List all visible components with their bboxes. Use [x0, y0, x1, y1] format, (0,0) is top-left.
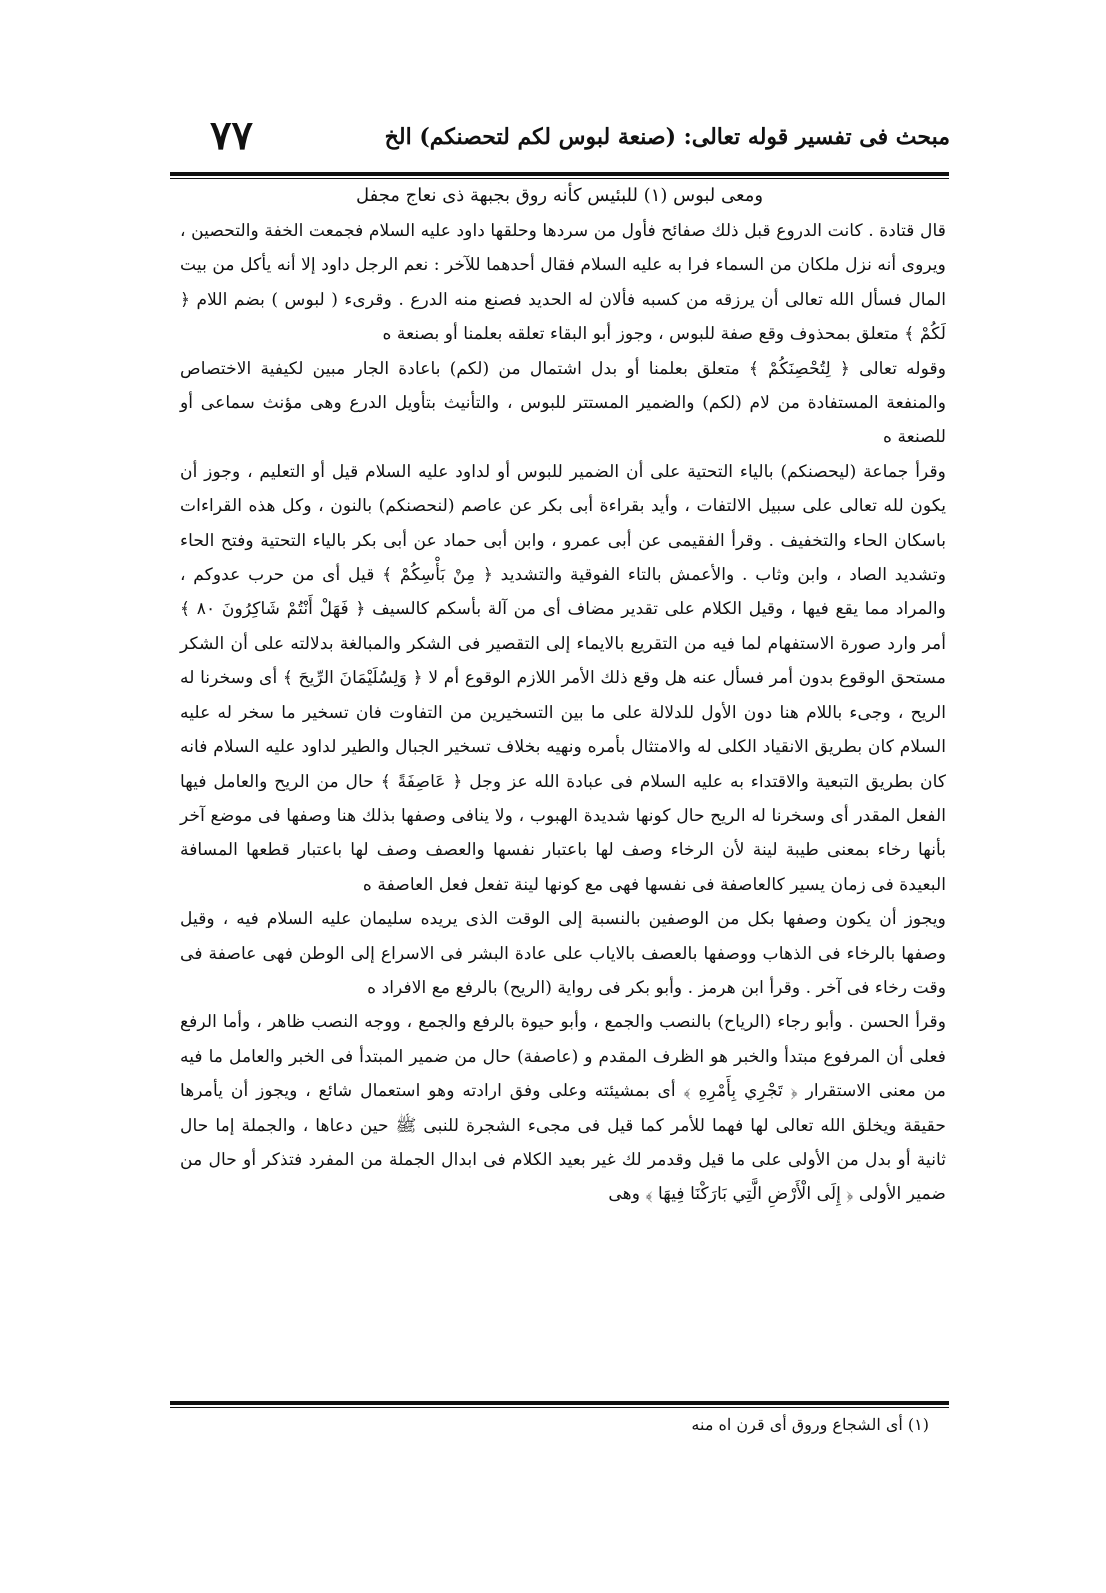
paragraph: ويجوز أن يكون وصفها بكل من الوصفين بالنسبة إلى الوقت الذى يريده سليمان عليه السلام فيه ، وقيل وصفها بالرخاء فى الذهاب ووصفها بالعصف بالاياب على عادة البشر فى الاسراع إلى الوطن فهى عاصفة فى وقت رخاء فى آخر . وقرأ ابن هرمز . وأبو بكر فى رواية (الريح) بالرفع مع الافراد ه	[180, 909, 946, 998]
page-header	[170, 112, 950, 170]
paragraph: وقوله تعالى ﴿ لِتُحْصِنَكُمْ ﴾ متعلق بعلمنا أو بدل اشتمال من (لكم) باعادة الجار مبين لكيفية الاختصاص والمنفعة المستفادة من لام (لكم) والضمير المستتر للبوس ، والتأنيث بتأويل الدرع وهى مؤنث سماعى أو للصنعة ه	[180, 358, 946, 448]
main-text	[180, 214, 946, 1212]
header-rule-thick	[170, 172, 949, 176]
paragraph: قال قتادة . كانت الدروع قبل ذلك صفائح فأول من سردها وحلقها داود عليه السلام فجمعت الخفة والتحصين ، ويروى أنه نزل ملكان من السماء فرا به عليه السلام فقال أحدهما للآخر : نعم الرجل داود إلا أنه يأكل من بيت المال فسأل الله تعالى أن يرزقه من كسبه فألان له الحديد فصنع منه الدرع . وقرىء ( لبوس ) بضم اللام ﴿ لَكُمْ ﴾ متعلق بمحذوف وقع صفة للبوس ، وجوز أبو البقاء تعلقه بعلمنا أو بصنعة ه	[180, 221, 946, 345]
poetry-verse: ومعى لبوس (١) للبئيس كأنه روق بجبهة ذى نعاج مجفل	[355, 185, 764, 206]
page-number: ٧٧	[210, 112, 253, 159]
footnote-rule-thick	[170, 1401, 949, 1405]
paragraph: وقرأ جماعة (ليحصنكم) بالياء التحتية على أن الضمير للبوس أو لداود عليه السلام قيل أو التعليم ، وجوز أن يكون لله تعالى على سبيل الالتفات ، وأيد بقراءة أبى بكر عن عاصم (لنحصنكم) بالنون ، وكل هذه القراءات باسكان الحاء والتخفيف . وقرأ الفقيمى عن أبى عمرو ، وابن أبى حماد عن أبى بكر بالياء التحتية وفتح الحاء وتشديد الصاد ، وابن وثاب . والأعمش بالتاء الفوقية والتشديد ﴿ مِنْ بَأْسِكُمْ ﴾ قيل أى من حرب عدوكم ، والمراد مما يقع فيها ، وقيل الكلام على تقدير مضاف أى من آلة بأسكم كالسيف ﴿ فَهَلْ أَنْتُمْ شَاكِرُونَ ٨٠ ﴾ أمر وارد صورة الاستفهام لما فيه من التقريع بالايماء إلى التقصير فى الشكر والمبالغة بدلالته على أن الشكر مستحق الوقوع بدون أمر فسأل عنه هل وقع ذلك الأمر اللازم الوقوع أم لا ﴿ وَلِسُلَيْمَانَ الرِّيحَ ﴾ أى وسخرنا له الريح ، وجىء باللام هنا دون الأول للدلالة على ما بين التسخيرين من التفاوت فان تسخير ما سخر له عليه السلام كان بطريق الانقياد الكلى له والامتثال بأمره ونهيه بخلاف تسخير الجبال والطير لداود عليه السلام فانه كان بطريق التبعية والاقتداء به عليه السلام فى عبادة الله عز وجل ﴿ عَاصِفَةً ﴾ حال من الريح والعامل فيها الفعل المقدر أى وسخرنا له الريح حال كونها شديدة الهبوب ، ولا ينافى وصفها بذلك هنا وصفها فى موضع آخر بأنها رخاء بمعنى طيبة لينة لأن الرخاء وصف لها باعتبار نفسها والعصف وصف لها باعتبار قطعها المسافة البعيدة فى زمان يسير كالعاصفة فى نفسها فهى مع كونها لينة تفعل فعل العاصفة ه	[180, 461, 946, 895]
footnote-rule-thin	[170, 1407, 949, 1408]
footnote-text: (١) أى الشجاع وروق أى قرن اه منه	[691, 1415, 929, 1434]
footnote	[170, 1415, 949, 1434]
running-title: مبحث فى تفسير قوله تعالى: (صنعة لبوس لكم لتحصنكم) الخ	[384, 124, 950, 150]
paragraph: وقرأ الحسن . وأبو رجاء (الرياح) بالنصب والجمع ، وأبو حيوة بالرفع والجمع ، ووجه النصب ظاهر ، وأما الرفع فعلى أن المرفوع مبتدأ والخبر هو الظرف المقدم و (عاصفة) حال من ضمير المبتدأ فى الخبر والعامل ما فيه من معنى الاستقرار ﴿ تَجْرِي بِأَمْرِهِ ﴾ أى بمشيئته وعلى وفق ارادته وهو استعمال شائع ، ويجوز أن يأمرها حقيقة ويخلق الله تعالى لها فهما للأمر كما قيل فى مجىء الشجرة للنبى ﷺ حين دعاها ، والجملة إما حال ثانية أو بدل من الأولى على ما قيل وقدمر لك غير بعيد الكلام فى ابدال الجملة من المفرد فتذكر أو حال من ضمير الأولى ﴿ إِلَى الْأَرْضِ الَّتِي بَارَكْنَا فِيهَا ﴾ وهى	[180, 1012, 946, 1205]
header-rule-thin	[170, 178, 949, 179]
